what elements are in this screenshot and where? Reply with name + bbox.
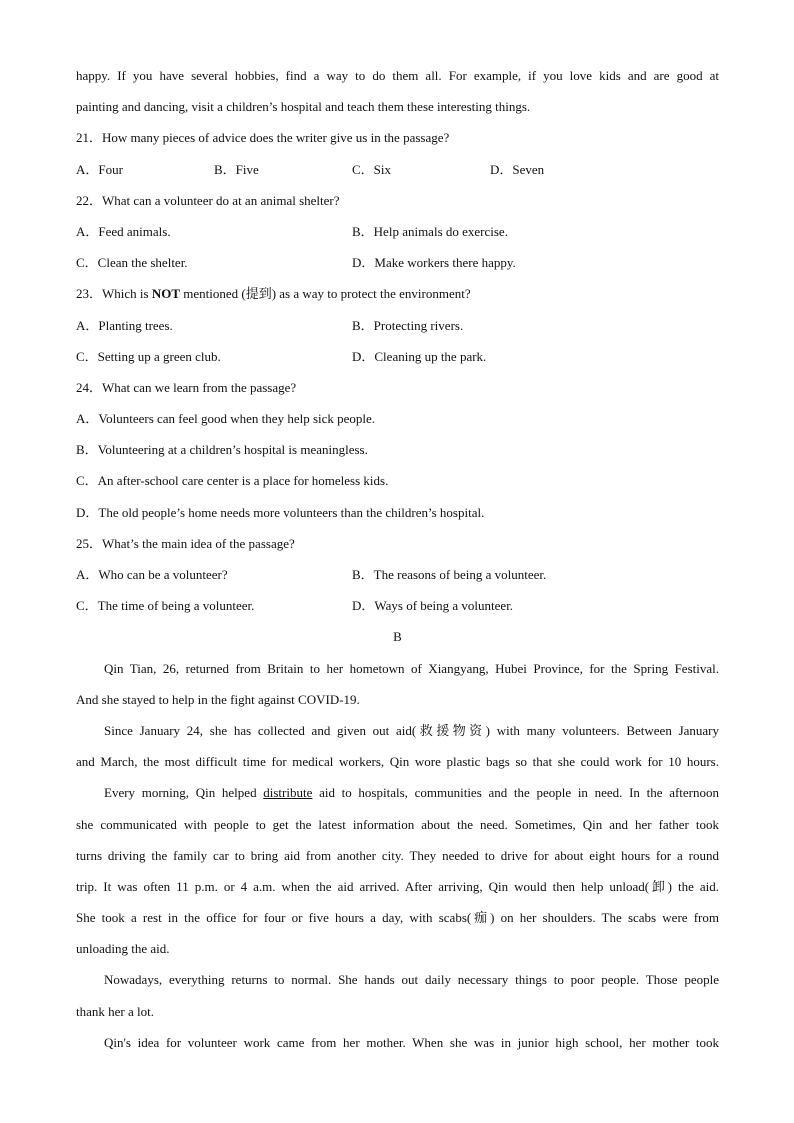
option-a: A．Planting trees. bbox=[76, 317, 173, 333]
stem-emphasis: NOT bbox=[151, 286, 180, 302]
paragraph-line: thank her a lot. bbox=[76, 1003, 154, 1019]
option-c: C．Six bbox=[352, 161, 392, 177]
paragraph-line: and March, the most difficult time for medical workers, Qin wore plastic bags so that she could work for 10 hours. bbox=[76, 754, 719, 770]
question-24-stem: 24．What can we learn from the passage? bbox=[76, 379, 297, 395]
question-21-options bbox=[76, 154, 719, 185]
paragraph-line: trip. It was often 11 p.m. or 4 a.m. when the aid arrived. After arriving, Qin would then help unload(卸) the aid. bbox=[76, 878, 719, 894]
stem-text: 23．Which is bbox=[76, 286, 152, 302]
option-b: B．The reasons of being a volunteer. bbox=[352, 567, 547, 582]
option-a: A．Who can be a volunteer? bbox=[76, 567, 228, 582]
option-c: C．Clean the shelter. bbox=[76, 255, 188, 271]
paragraph-line: turns driving the family car to bring aid from another city. They needed to drive for about eight hours for a round bbox=[76, 847, 719, 863]
underlined-word: distribute bbox=[263, 785, 313, 801]
option-d: D．The old people’s home needs more volunteers than the children’s hospital. bbox=[76, 504, 485, 520]
option-d: D．Ways of being a volunteer. bbox=[352, 598, 514, 614]
option-c: C．The time of being a volunteer. bbox=[76, 598, 255, 614]
section-heading: B bbox=[393, 629, 402, 645]
option-a: A．Four bbox=[76, 161, 123, 177]
question-21-stem: 21．How many pieces of advice does the writer give us in the passage? bbox=[76, 130, 450, 146]
question-25-options-row1 bbox=[76, 559, 719, 590]
question-23-options-row1 bbox=[76, 310, 719, 341]
option-d: D．Cleaning up the park. bbox=[352, 348, 487, 364]
paragraph-line: Qin's idea for volunteer work came from her mother. When she was in junior high school, her mother took bbox=[104, 1034, 719, 1050]
paragraph-line bbox=[76, 777, 719, 808]
option-b: B．Five bbox=[214, 161, 259, 177]
document-content bbox=[76, 60, 719, 1058]
question-22-options-row1 bbox=[76, 216, 719, 247]
stem-text: mentioned (提到) as a way to protect the environment? bbox=[180, 286, 471, 302]
question-22-options-row2 bbox=[76, 247, 719, 278]
paragraph-text: aid to hospitals, communities and the people in need. In the afternoon bbox=[312, 785, 719, 801]
option-d: D．Seven bbox=[490, 161, 545, 177]
question-22-stem: 22．What can a volunteer do at an animal shelter? bbox=[76, 192, 340, 208]
option-b: B．Volunteering at a children’s hospital is meaningless. bbox=[76, 442, 368, 458]
option-d: D．Make workers there happy. bbox=[352, 255, 516, 271]
paragraph-line: she communicated with people to get the latest information about the need. Sometimes, Qin and her father took bbox=[76, 816, 719, 832]
option-c: C．An after-school care center is a place for homeless kids. bbox=[76, 473, 389, 489]
paragraph-line: Qin Tian, 26, returned from Britain to her hometown of Xiangyang, Hubei Province, for the Spring Festival. bbox=[104, 660, 719, 676]
intro-line: happy. If you have several hobbies, find a way to do them all. For example, if you love kids and are good at bbox=[76, 68, 719, 83]
question-25-options-row2 bbox=[76, 590, 719, 621]
option-a: A．Volunteers can feel good when they help sick people. bbox=[76, 411, 376, 427]
paragraph-line: Since January 24, she has collected and given out aid(救援物资) with many volunteers. Between January bbox=[104, 722, 719, 738]
paragraph-text: Every morning, Qin helped bbox=[104, 785, 264, 801]
option-c: C．Setting up a green club. bbox=[76, 348, 221, 364]
paragraph-line: And she stayed to help in the fight against COVID-19. bbox=[76, 691, 360, 707]
intro-line: painting and dancing, visit a children’s hospital and teach them these interesting things. bbox=[76, 99, 531, 115]
question-25-stem: 25．What’s the main idea of the passage? bbox=[76, 535, 295, 551]
question-23-options-row2 bbox=[76, 341, 719, 372]
paragraph-line: Nowadays, everything returns to normal. She hands out daily necessary things to poor people. Those people bbox=[104, 972, 719, 988]
option-b: B．Protecting rivers. bbox=[352, 317, 464, 333]
option-b: B．Help animals do exercise. bbox=[352, 223, 508, 239]
paragraph-line: unloading the aid. bbox=[76, 941, 170, 957]
question-23-stem bbox=[76, 278, 719, 309]
paragraph-line: She took a rest in the office for four or five hours a day, with scabs(痂) on her shoulders. The scabs were from bbox=[76, 910, 719, 926]
option-a: A．Feed animals. bbox=[76, 223, 171, 239]
